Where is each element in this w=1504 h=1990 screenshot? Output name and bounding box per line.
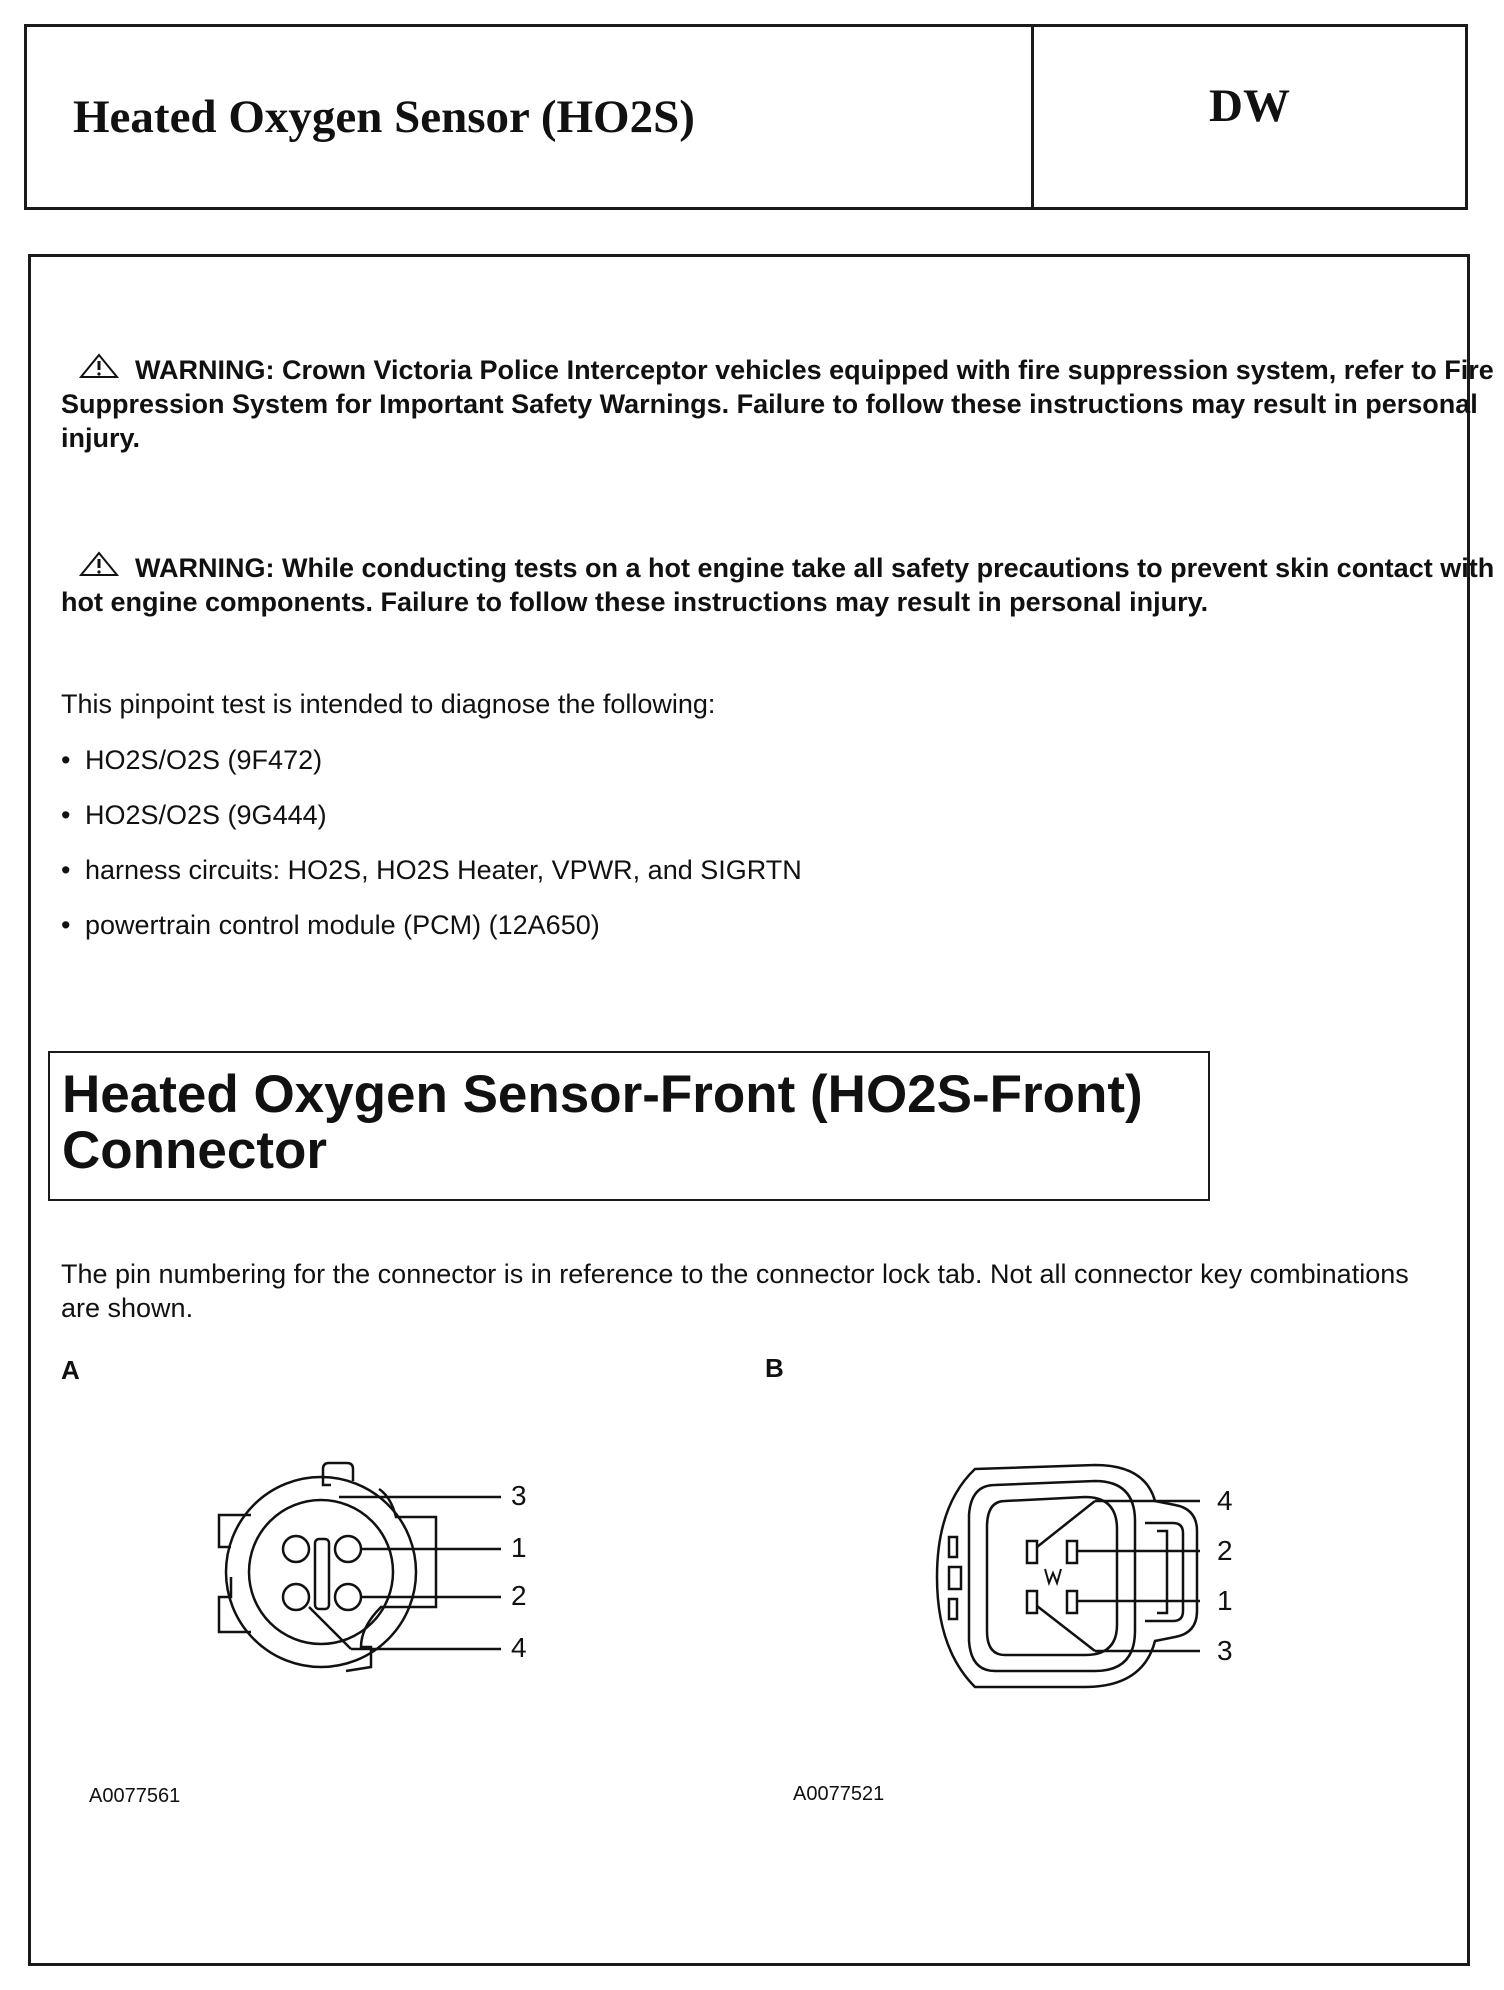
figure-b-label: B	[765, 1353, 784, 1383]
pin-note: The pin numbering for the connector is in reference to the connector lock tab. Not all connector key combinations are shown.	[61, 1259, 1409, 1323]
warning-fire-suppression	[61, 353, 1501, 455]
pin-label: 4	[1217, 1485, 1233, 1516]
pin-label: 3	[1217, 1635, 1233, 1666]
warning-icon	[79, 551, 119, 585]
pin-label: 3	[511, 1480, 527, 1511]
intro-text: This pinpoint test is intended to diagnose the following:	[61, 689, 716, 719]
pin-label: 1	[511, 1532, 527, 1563]
list-item: • harness circuits: HO2S, HO2S Heater, VPWR, and SIGRTN	[61, 855, 802, 885]
pin-label: 2	[511, 1580, 527, 1611]
pin-label: 4	[511, 1632, 527, 1663]
list-item: • HO2S/O2S (9G444)	[61, 800, 327, 830]
pin-label: 1	[1217, 1585, 1233, 1616]
warning-hot-engine	[61, 551, 1501, 619]
list-item: • HO2S/O2S (9F472)	[61, 745, 323, 775]
warning-text: WARNING: While conducting tests on a hot engine take all safety precautions to prevent skin contact with hot engine components. Failure to follow these instructions may result in personal injury.	[61, 553, 1495, 617]
figure-a-id: A0077561	[89, 1785, 181, 1807]
pin-label: 2	[1217, 1535, 1233, 1566]
header	[24, 24, 1468, 210]
page-code: DW	[1209, 80, 1290, 132]
figure-b-id: A0077521	[793, 1783, 885, 1805]
section-heading: Heated Oxygen Sensor-Front (HO2S-Front) Connector	[48, 1051, 1210, 1201]
connector-b-diagram	[935, 1461, 1295, 1691]
list-item: • powertrain control module (PCM) (12A650)	[61, 910, 600, 940]
figure-a-label: A	[61, 1355, 80, 1385]
warning-text: WARNING: Crown Victoria Police Interceptor vehicles equipped with fire suppression system, refer to Fire Suppression System for Important Safety Warnings. Failure to follow these instructions may result in personal injury.	[61, 355, 1494, 453]
content-frame	[28, 254, 1495, 1966]
diagnose-list	[61, 745, 802, 965]
page-title: Heated Oxygen Sensor (HO2S)	[27, 27, 1034, 207]
warning-icon	[79, 353, 119, 387]
